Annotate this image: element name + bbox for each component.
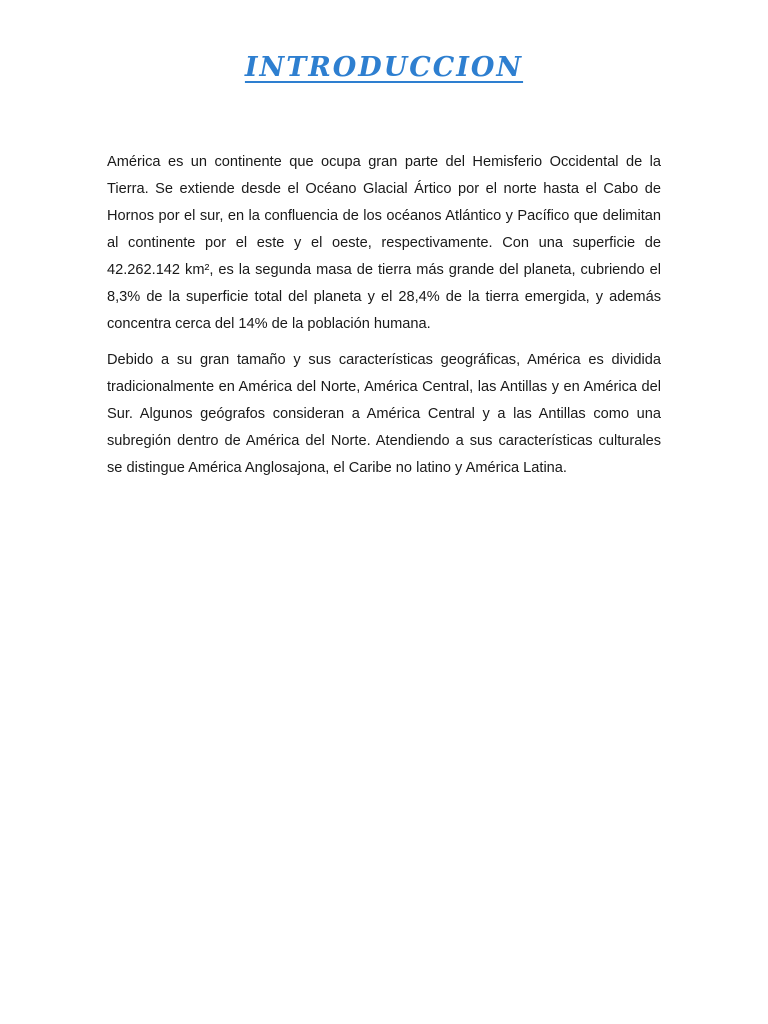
document-body — [107, 149, 661, 491]
paragraph-2: Debido a su gran tamaño y sus características geográficas, América es dividida tradicionalmente en América del Norte, América Central, las Antillas y en América del Sur. Algunos geógrafos consideran a América Central y a las Antillas como una subregión dentro de América del Norte. Atendiendo a sus características culturales se distingue América Anglosajona, el Caribe no latino y América Latina. — [107, 352, 661, 476]
paragraph-1: América es un continente que ocupa gran parte del Hemisferio Occidental de la Tierra. Se extiende desde el Océano Glacial Ártico por el norte hasta el Cabo de Hornos por el sur, en la confluencia de los océanos Atlántico y Pacífico que delimitan al continente por el este y el oeste, respectivamente. Con una superficie de 42.262.142 km², es la segunda masa de tierra más grande del planeta, cubriendo el 8,3% de la superficie total del planeta y el 28,4% de la tierra emergida, y además concentra cerca del 14% de la población humana. — [107, 154, 661, 332]
page-title: INTRODUCCION — [244, 52, 524, 83]
